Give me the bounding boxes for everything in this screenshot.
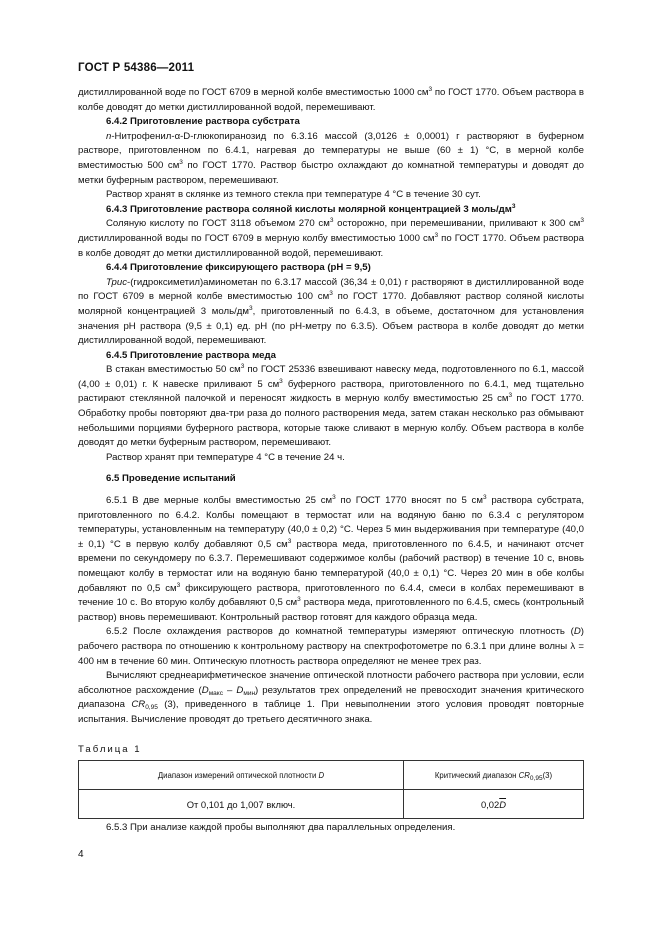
para-6-5-3: 6.5.3 При анализе каждой пробы выполняют два параллельных определения. <box>106 822 456 833</box>
table-1 <box>78 760 584 819</box>
para-continuation: дистиллированной воде по ГОСТ 6709 в мерной колбе вместимостью 1000 $см^3$ по ГОСТ 1770. Объем раствора в колбе доводят до метки дистиллированной водой, перемешивают. <box>78 86 585 113</box>
para-6-4-5-b: Раствор хранят при температуре 4 °С в течение 24 ч. <box>106 451 345 463</box>
para-6-5-2: 6.5.2 После охлаждения растворов до комнатной температуры измеряют оптическую плотность (D) рабочего раствора по отношению к контрольному раствору на спектрофотометре по 6.3.1 при длине волны λ = 400 нм в течение 60 мин. Оптическую плотность раствора определяют не менее трех раз. <box>78 626 584 667</box>
para-6-4-5-a: В стакан вместимостью 50 $см^3$ по ГОСТ 25336 взвешивают навеску меда, подготовленного по 6.1, массой (4,00 ± 0,01) г. К навеске приливают 5 $см^3$ буферного раствора, приготовленного по 6.4.1, мед тщательно растирают стеклянной палочкой и переносят жидкость в мерную колбу вместимостью 25 $см^3$ по ГОСТ 1770. Обработку пробы повторяют два-три раза до полного растворения меда, затем стакан несколько раз обмывают небольшими порциями буферного раствора, которые также сливают в мерную колбу. Объем раствора в колбе доводят до метки буферным раствором, перемешивают. <box>78 363 585 449</box>
para-6-4-4: Трис-(гидроксиметил)аминометан по 6.3.17 массой (36,34 ± 0,01) г растворяют в дистиллированной воде по ГОСТ 6709 в мерной колбе вместимостью 100 $см^3$ по ГОСТ 1770. Добавляют раствор соляной кислоты молярной концентрацией 3 моль/$дм^3$, приготовленный по 6.4.3, в объеме, достаточном для установления значения рН раствора (9,5 ± 0,1) ед. рН (по рН-метру по 6.3.5). Объем раствора в колбе доводят до метки дистиллированной водой, перемешивают. <box>78 276 584 347</box>
heading-6-4-4: 6.4.4 Приготовление фиксирующего раствора (рН = 9,5) <box>106 262 371 274</box>
heading-6-5: 6.5 Проведение испытаний <box>106 473 236 485</box>
para-6-4-3: Соляную кислоту по ГОСТ 3118 объемом 270 $см^3$ осторожно, при перемешивании, приливают к 300 $см^3$ дистиллированной воды по ГОСТ 6709 в мерную колбу вместимостью 1000 $см^3$ по ГОСТ 1770. Объем раствора в колбе доводят до метки дистиллированной водой, перемешивают. <box>78 217 584 259</box>
body-text <box>78 86 584 728</box>
para-6-5-1: 6.5.1 В две мерные колбы вместимостью 25 $см^3$ по ГОСТ 1770 вносят по 5 $см^3$ раствора субстрата, приготовленного по 6.4.2. Колбы помещают в термостат или на водяную баню по 6.3.4 с регулятором температуры, установленным на температуру (40,0 ± 0,2) °С. Через 5 мин выдерживания при температуре (40,0 ± 0,1) °С в первую колбу добавляют 0,5 $см^3$ раствора меда, приготовленного по 6.4.5, и начинают отсчет времени по секундомеру по 6.3.7. Перемешивают содержимое колбы (рабочий раствор) в течение 10 с, вновь помещают колбу в термостат или на водяную баню температурой (40,0 ± 0,1) °С. Через 20 мин в обе колбы добавляют по 0,5 $см^3$ фиксирующего раствора, приготовленного по 6.4.4, смеси в колбах перемешивают в течение 10 с. Во вторую колбу добавляют 0,5 $см^3$ раствора меда, приготовленного по 6.4.5, смесь (контрольный раствор) вновь перемешивают. Контрольный раствор готовят для каждого образца меда. <box>78 494 584 623</box>
heading-6-4-3: 6.4.3 Приготовление раствора соляной кислоты молярной концентрацией 3 моль/$дм^3$ <box>106 202 516 215</box>
document-header: ГОСТ Р 54386—2011 <box>78 62 195 74</box>
table-header-row <box>79 761 584 790</box>
table-header-range: Диапазон измерений оптической плотности D <box>79 761 404 790</box>
heading-6-4-5: 6.4.5 Приготовление раствора меда <box>106 349 276 361</box>
table-row <box>79 790 584 819</box>
page-number: 4 <box>78 849 84 860</box>
para-6-4-2-b: Раствор хранят в склянке из темного стекла при температуре 4 °С в течение 30 сут. <box>106 189 481 201</box>
table-header-critical: Критический диапазон $CR_{0,95}(3)$ <box>404 761 584 790</box>
table-cell-critical: $0,02\overline{D}$ <box>404 790 584 819</box>
heading-6-4-2: 6.4.2 Приготовление раствора субстрата <box>106 116 300 128</box>
para-6-5-2-b: Вычисляют среднеарифметическое значение оптической плотности рабочего раствора при условии, если абсолютное расхождение $(D_{макс} - D_{мин})$ результатов трех определений не превосходит значения критического диапазона $CR_{0,95}$ (3), приведенного в таблице 1. При невыполнении этого условия проводят повторные испытания. Вычисление проводят до третьего десятичного знака. <box>78 670 584 725</box>
para-6-4-2-a: n-Нитрофенил-α-D-глюкопиранозид по 6.3.16 массой (3,0126 ± 0,0001) г растворяют в буферном растворе, приготовленном по 6.4.1, нагревая до температуры не выше (60 ± 1) °С, в мерной колбе вместимостью 500 $см^3$ по ГОСТ 1770. Раствор быстро охлаждают до комнатной температуры и доводят до метки буферным раствором, перемешивают. <box>78 130 584 186</box>
table-cell-range: От 0,101 до 1,007 включ. <box>79 790 404 819</box>
table-caption: Таблица 1 <box>78 744 142 755</box>
